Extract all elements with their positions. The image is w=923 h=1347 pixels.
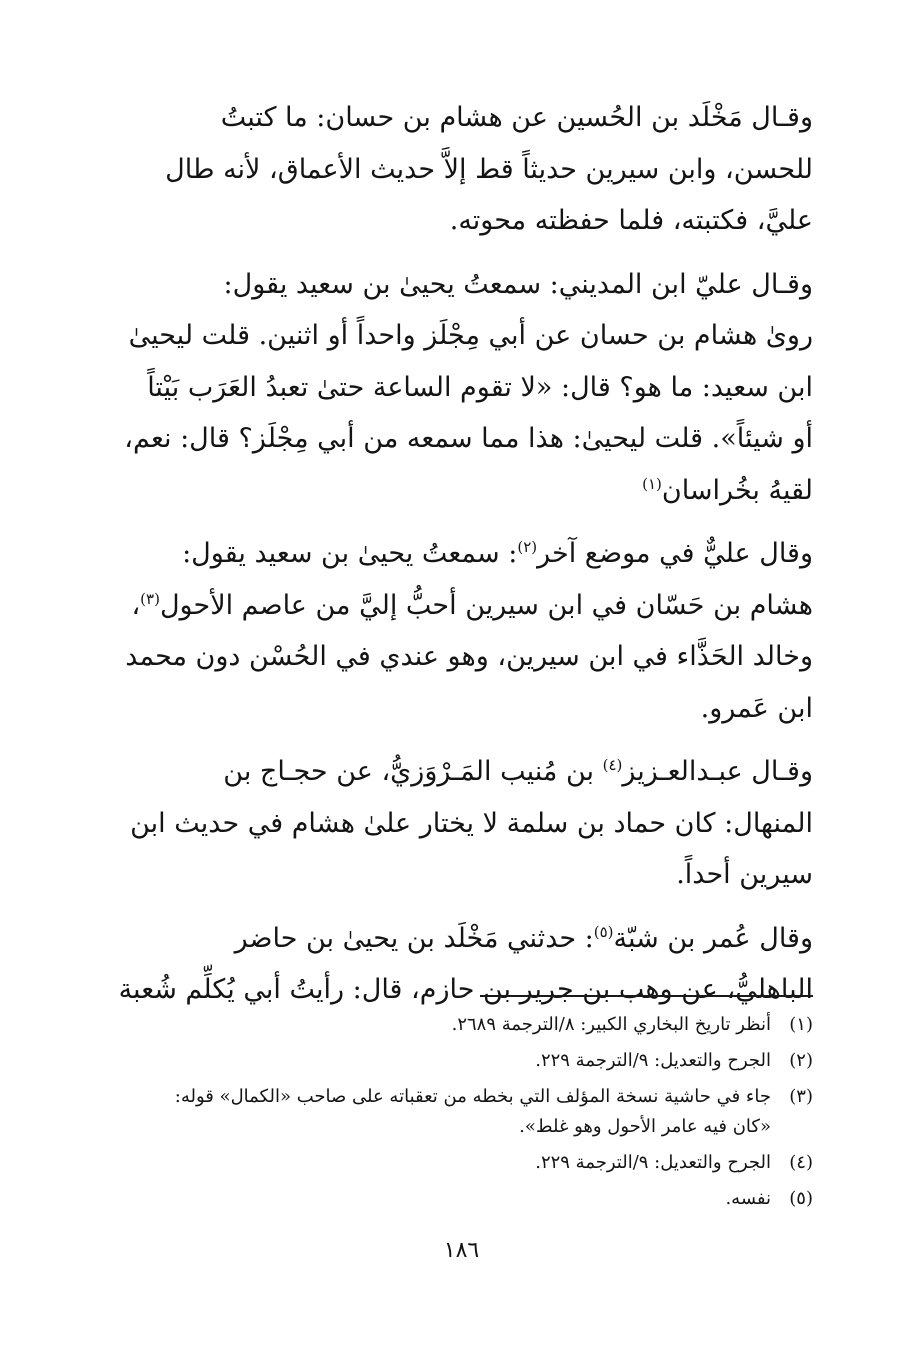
text-line [94, 465, 813, 517]
text-segment: وقال عُمر بن شبّة [613, 922, 813, 954]
footnote-reference: (١) [642, 474, 662, 493]
text-segment: لقيهُ بخُراسان [661, 474, 813, 506]
footnote-reference: (٥) [593, 922, 614, 941]
text-line: سيرين أحداً. [676, 859, 813, 890]
footnote-number: (٢) [789, 1050, 813, 1071]
footnote-text: الجرح والتعديل: ٩/الترجمة ٢٢٩. [535, 1050, 771, 1071]
footnote-separator [480, 995, 813, 997]
text-segment: : سمعتُ يحيىٰ بن سعيد يقول: [182, 538, 518, 569]
text-line: وقـال مَخْلَد بن الحُسين عن هشام بن حسان: ما كتبتُ [220, 102, 813, 133]
text-segment: ، [131, 589, 141, 621]
footnote-item [94, 1148, 813, 1178]
footnote-item [94, 1184, 813, 1214]
footnote-item [94, 1082, 813, 1142]
text-line: أو شيئاً». قلت ليحيىٰ: هذا مما سمعه من أبي مِجْلَز؟ قال: نعم، [124, 423, 813, 454]
text-segment: وقـال عبـدالعـزيز [622, 756, 813, 787]
footnote-number: (١) [789, 1014, 813, 1035]
paragraph-3 [94, 528, 813, 734]
footnote-text: أنظر تاريخ البخاري الكبير: ٨/الترجمة ٢٦٨٩. [451, 1014, 771, 1035]
text-segment: هشام بن حَسّان في ابن سيرين أحبُّ إليَّ من عاصم الأحول [159, 589, 813, 621]
footnote-number: (٥) [789, 1188, 813, 1209]
text-line: وقـال عليّ ابن المديني: سمعتُ يحيىٰ بن سعيد يقول: [223, 268, 813, 300]
text-line [94, 913, 813, 965]
text-line: عليَّ، فكتبته، فلما حفظته محوته. [449, 205, 813, 236]
footnote-reference: (٢) [517, 538, 538, 556]
footnote-number: (٤) [789, 1152, 813, 1173]
footnotes [94, 1010, 813, 1220]
paragraph-1 [94, 92, 813, 247]
text-line: الباهليُّ، عن وهب بن جرير بن حازم، قال: رأيتُ أبي يُكلِّم شُعبة [118, 974, 813, 1005]
main-text [94, 92, 813, 1028]
footnote-reference: (٤) [602, 756, 623, 774]
text-line: وخالد الحَذَّاء في ابن سيرين، وهو عندي في الحُسْن دون محمد [125, 641, 813, 672]
text-segment: وقال عليٌّ في موضع آخر [537, 538, 813, 569]
text-line [94, 528, 813, 580]
text-line: المنهال: كان حماد بن سلمة لا يختار علىٰ هشام في حديث ابن [130, 807, 813, 839]
text-line: ابن عَمرو. [700, 692, 813, 724]
footnote-line: جاء في حاشية نسخة المؤلف التي بخطه من تعقباته على صاحب «الكمال» قوله: [174, 1086, 771, 1107]
text-line: ابن سعيد: ما هو؟ قال: «لا تقوم الساعة حتىٰ تعبدُ العَرَب بَيْتاً [147, 371, 813, 403]
footnote-item [94, 1010, 813, 1040]
footnote-text: الجرح والتعديل: ٩/الترجمة ٢٢٩. [535, 1152, 771, 1173]
footnote-line: «كان فيه عامر الأحول وهو غلط». [519, 1116, 771, 1137]
text-line: للحسن، وابن سيرين حديثاً قط إلاَّ حديث الأعماق، لأنه طال [165, 153, 813, 185]
text-line [94, 580, 813, 632]
paragraph-4 [94, 746, 813, 901]
text-segment: : حدثني مَخْلَد بن يحيىٰ بن حاضر [234, 922, 594, 954]
text-line: روىٰ هشام بن حسان عن أبي مِجْلَز واحداً أو اثنين. قلت ليحيىٰ [128, 320, 813, 351]
text-segment: بن مُنيب المَـرْوَزيُّ، عن حجـاج بن [223, 756, 603, 787]
footnote-text [94, 1082, 771, 1142]
footnote-text: نفسه. [725, 1188, 771, 1209]
text-line [94, 746, 813, 798]
footnote-number: (٣) [789, 1086, 813, 1107]
page-number: ١٨٦ [443, 1238, 480, 1263]
paragraph-5 [94, 913, 813, 1016]
footnote-reference: (٣) [140, 589, 160, 608]
footnote-item [94, 1046, 813, 1076]
paragraph-2 [94, 259, 813, 517]
